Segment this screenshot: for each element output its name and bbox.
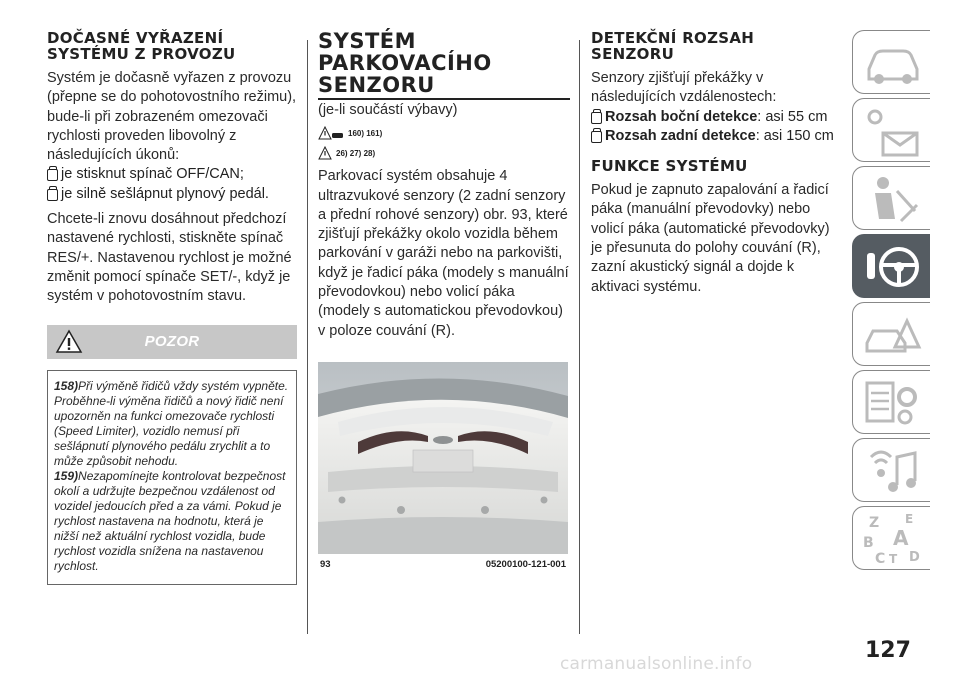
bullet-bold: Rozsah boční detekce (605, 108, 758, 125)
bullet-icon (591, 112, 602, 124)
bullet-bold: Rozsah zadní detekce (605, 127, 756, 144)
warning-box (47, 370, 297, 585)
paragraph-parking-system: Parkovací systém obsahuje 4 ultrazvukové senzory (2 zadní senzory a přední rohové senzory) obr. 93, které zjišťují překážky okolo vozidla během parkování v garáži nebo na parkovišti, když je řadicí páka (modely s manuální převodovkou) nebo volicí páka (modely s automatickou převodovkou) v poloze couvání (R). (318, 168, 569, 339)
bullet-text: je stisknut spínač OFF/CAN; (61, 166, 244, 183)
figure-rear-parking-sensors (318, 362, 568, 554)
warning-text: Při výměně řidičů vždy systém vypněte. Proběhne-li výměna řidičů a nový řidič není upozorněn na funkci omezovače rychlosti (Speed Limiter), vozidlo nemusí při sešlápnutí plynového pedálu zrychlit a to může způsobit nehodu. (54, 378, 289, 468)
bullet-icon (47, 189, 58, 201)
maintenance-icon (861, 375, 923, 431)
index-icon (861, 511, 923, 567)
bullet-text: je silně sešlápnut plynový pedál. (61, 185, 269, 202)
warning-reference (318, 126, 570, 140)
car-icon (861, 35, 923, 91)
warning-number: 158) (54, 378, 79, 393)
note-reference-text: 26) 27) 28) (336, 148, 376, 158)
column-divider (579, 40, 580, 634)
index-letter: T (889, 552, 898, 566)
section-heading-temporary-deactivation: DOČASNÉ VYŘAZENÍ SYSTÉMU Z PROVOZU (47, 29, 236, 63)
warning-text: Nezapomínejte kontrolovat bezpečnost okolí a udržujte bezpečnou vzdálenost od vozidel jedoucích před a za vámi. Pokud je rychlost nastavena na hodnotu, která je nižší než aktuální rychlost vozidla, bude rychlost vozidla snížena na nastavenou rychlost. (54, 468, 286, 573)
index-letter: A (893, 526, 909, 550)
section-heading-parking-sensor: SYSTÉM PARKOVACÍHO SENZORU (318, 30, 570, 100)
bullet-icon (47, 169, 58, 181)
steering-wheel-icon (861, 239, 923, 295)
warning-number: 159) (54, 468, 79, 483)
paragraph-resume-speed: Chcete-li znovu dosáhnout předchozí nastavené rychlosti, stiskněte spínač RES/+. Nastavenou rychlost je možné změnit pomocí spínače SET/-, když je systém v pohotovostním stavu. (47, 211, 292, 305)
column-divider (307, 40, 308, 634)
tab-car[interactable] (852, 30, 930, 94)
bullet-icon (591, 131, 602, 143)
optional-equipment-note: (je-li součástí výbavy) (318, 102, 458, 118)
bullet-rest: : asi 55 cm (757, 108, 828, 125)
bullet-text (605, 108, 827, 127)
tab-index[interactable] (852, 506, 930, 570)
figure-caption (318, 554, 568, 576)
list-item (47, 185, 297, 204)
index-letter: E (905, 512, 914, 526)
bullet-text (605, 127, 834, 146)
index-letter: Z (869, 515, 880, 531)
tab-multimedia[interactable] (852, 438, 930, 502)
column-speed-limiter-deactivation (47, 30, 297, 585)
breakdown-icon (861, 307, 923, 363)
tab-dashboard[interactable] (852, 98, 930, 162)
multimedia-icon (861, 443, 923, 499)
paragraph-deactivation-intro: Systém je dočasně vyřazen z provozu (přepne se do pohotovostního režimu), bude-li při zobrazeném omezovači rychlosti proveden libovolný z následujících úkonů: (47, 70, 297, 164)
list-item (591, 127, 838, 146)
page-number: 127 (865, 638, 911, 663)
list-item (591, 108, 838, 127)
paragraph-system-function: Pokud je zapnuto zapalování a řadicí páka (manuální převodovky) nebo volicí páka (automatické převodovky) je přesunuta do polohy couvání (R), zazní akustický signál a dojde k aktivaci systému. (591, 182, 830, 295)
safety-icon (861, 171, 923, 227)
warning-triangle-icon (318, 126, 344, 140)
index-letter: B (863, 535, 874, 551)
column-parking-sensor (318, 30, 570, 576)
figure-code: 05200100-121-001 (485, 559, 566, 571)
watermark: carmanualsonline.info (560, 654, 753, 674)
section-heading-detection-range: DETEKČNÍ ROZSAH SENZORU (591, 29, 755, 63)
section-heading-system-function: FUNKCE SYSTÉMU (591, 157, 748, 176)
list-item (47, 165, 297, 184)
bullet-rest: : asi 150 cm (755, 127, 834, 144)
column-detection-range (591, 30, 838, 297)
caution-triangle-icon (318, 146, 332, 160)
index-letter: C (875, 551, 886, 567)
warning-title: POZOR (144, 332, 200, 350)
tab-starting-driving[interactable] (852, 234, 930, 298)
chapter-tabs (852, 30, 930, 574)
warning-header (47, 325, 297, 359)
note-reference (318, 146, 570, 160)
paragraph-detection-intro: Senzory zjišťují překážky v následujících vzdálenostech: (591, 70, 777, 106)
figure-number: 93 (320, 559, 331, 571)
tab-emergency[interactable] (852, 302, 930, 366)
dashboard-lights-icon (861, 103, 923, 159)
car-rear-illustration (318, 362, 568, 554)
warning-item (54, 469, 291, 574)
index-letter: D (909, 550, 920, 565)
warning-reference-text: 160) 161) (348, 128, 383, 138)
warning-item (54, 379, 291, 469)
tab-maintenance[interactable] (852, 370, 930, 434)
tab-safety[interactable] (852, 166, 930, 230)
